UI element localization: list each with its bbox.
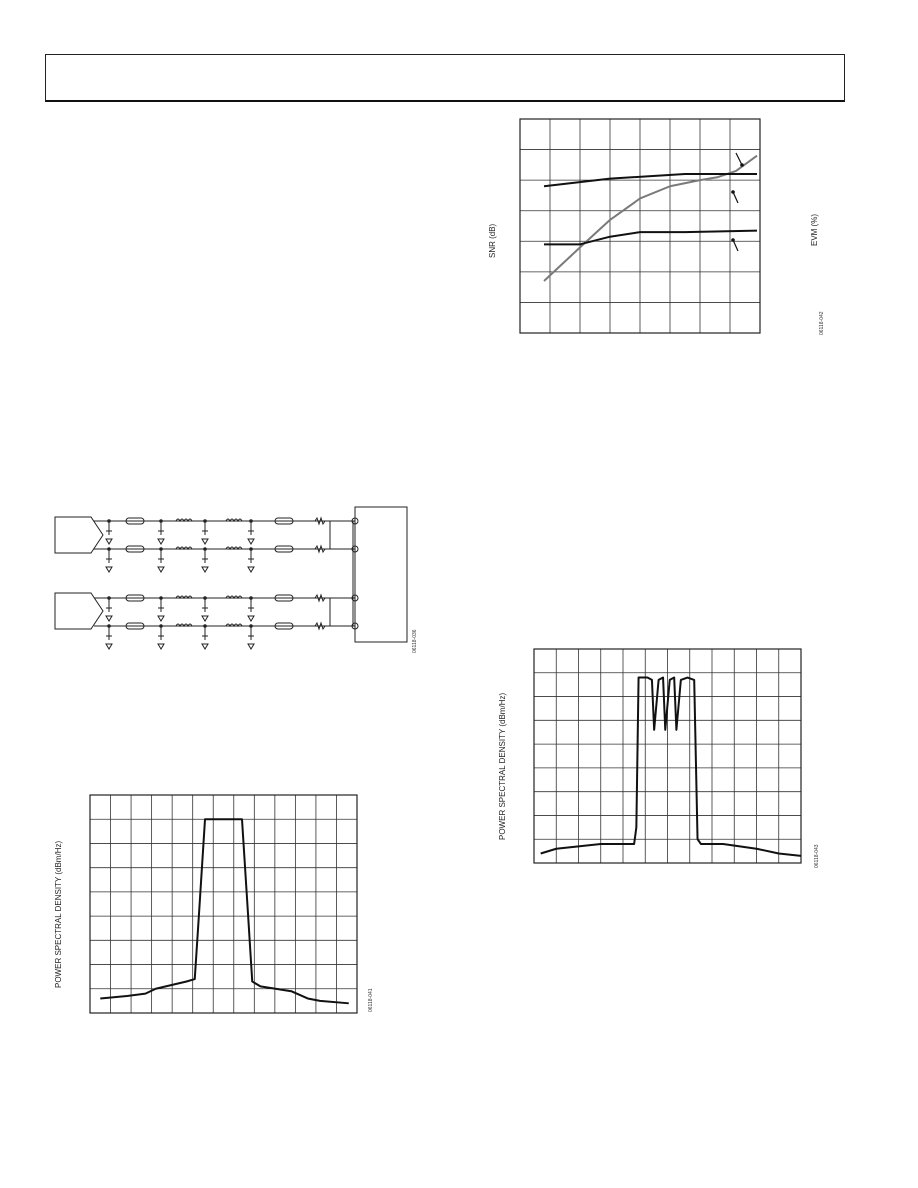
psd-single-figure-id: 06118-041 xyxy=(368,988,374,1012)
psd-single-axis-label: POWER SPECTRAL DENSITY (dBm/Hz) xyxy=(54,840,63,988)
grid xyxy=(534,649,801,863)
annotation-arrow xyxy=(733,192,738,203)
snr-plot-area xyxy=(520,119,760,333)
psd-multi-figure-id: 06118-043 xyxy=(814,844,820,868)
snr-figure-id: 06118-042 xyxy=(819,311,825,335)
ground-symbol xyxy=(106,616,112,621)
annotation-arrowhead xyxy=(740,163,744,167)
ground-symbol xyxy=(158,644,164,649)
ground-symbol xyxy=(106,644,112,649)
ground-symbol xyxy=(106,567,112,572)
source-block xyxy=(55,517,103,553)
schematic-figure-id: 06118-036 xyxy=(412,629,418,653)
ground-symbol xyxy=(158,539,164,544)
ground-symbol xyxy=(248,539,254,544)
ground-symbol xyxy=(202,644,208,649)
ground-symbol xyxy=(106,539,112,544)
ground-symbol xyxy=(248,616,254,621)
annotation-arrowhead xyxy=(731,190,735,194)
evm-axis-label: EVM (%) xyxy=(810,214,819,246)
ground-symbol xyxy=(202,539,208,544)
psd-multi-plot-area xyxy=(534,649,801,863)
snr-evm-chart xyxy=(470,110,850,350)
grid xyxy=(520,119,760,333)
ground-symbol xyxy=(202,567,208,572)
annotation-arrow xyxy=(736,153,742,165)
page-header-box xyxy=(45,54,845,102)
ground-symbol xyxy=(158,567,164,572)
grid xyxy=(90,795,357,1013)
ground-symbol xyxy=(248,644,254,649)
snr-axis-label: SNR (dB) xyxy=(488,223,497,258)
psd-single-chart xyxy=(50,790,380,1030)
filter-schematic xyxy=(50,505,430,660)
psd-multi-chart xyxy=(490,640,830,880)
psd-multi-axis-label: POWER SPECTRAL DENSITY (dBm/Hz) xyxy=(498,692,507,840)
plot-frame xyxy=(90,795,357,1013)
dac-block xyxy=(355,507,407,642)
annotation-arrowhead xyxy=(731,238,735,242)
schematic-body xyxy=(55,507,407,649)
psd-single-plot-area xyxy=(90,795,357,1013)
ground-symbol xyxy=(202,616,208,621)
series-line xyxy=(541,678,801,856)
ground-symbol xyxy=(248,567,254,572)
series-line xyxy=(544,231,757,245)
ground-symbol xyxy=(158,616,164,621)
series-line xyxy=(100,819,349,1003)
